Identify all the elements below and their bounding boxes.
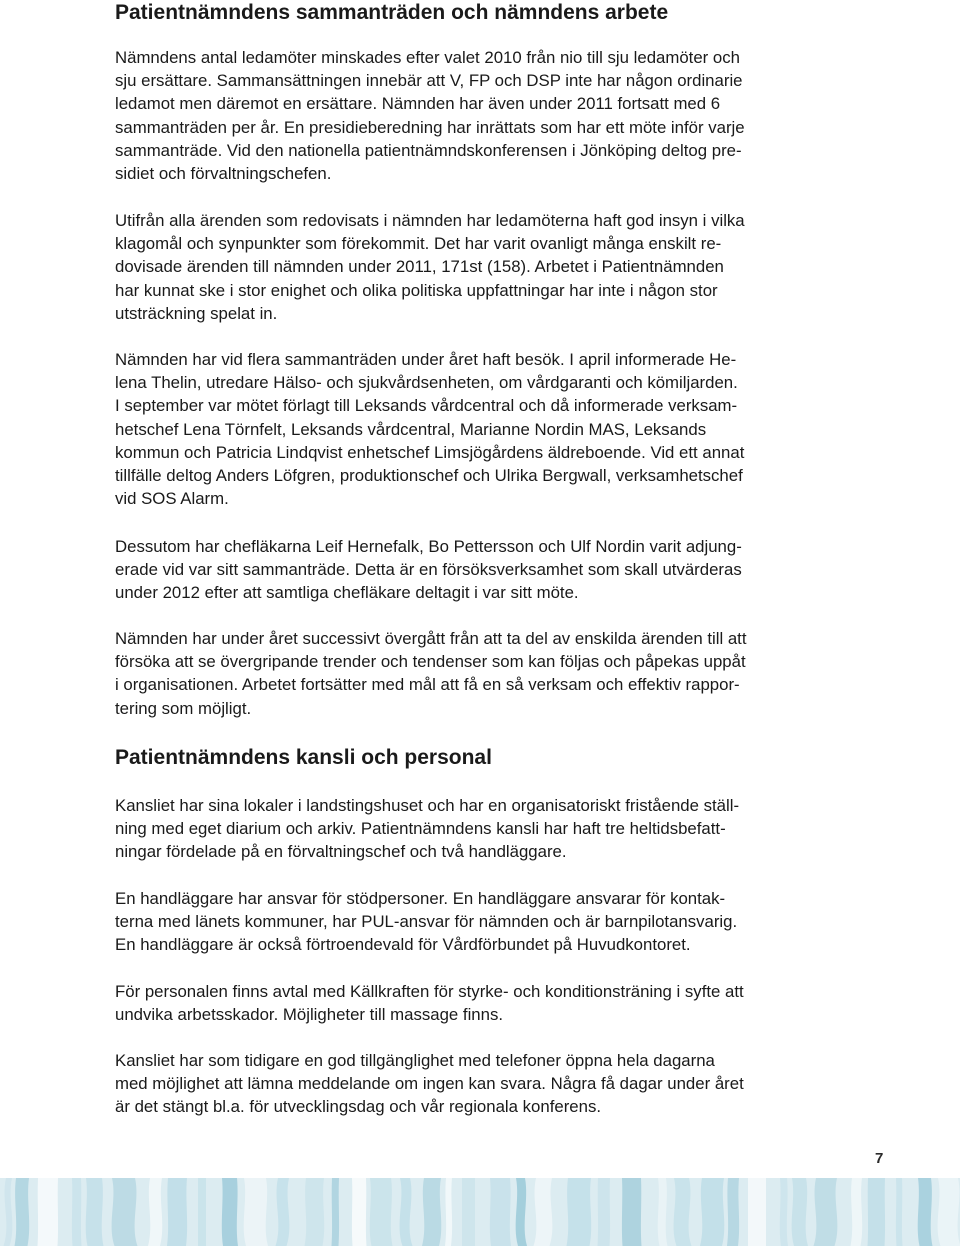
text-line: Nämnden har under året successivt övergått från att ta del av enskilda ärenden till att (115, 629, 747, 648)
footer-stripe (38, 1178, 59, 1246)
text-line: klagomål och synpunkter som förekommit. Det har varit ovanligt många enskilt re- (115, 234, 722, 254)
footer-stripe (198, 1178, 206, 1246)
footer-stripe (674, 1178, 692, 1246)
text-line: I september var mötet förlagt till Leksands vårdcentral och då informerade verksam- (115, 396, 738, 416)
text-line: dovisade ärenden till nämnden under 2011, 171st (158). Arbetet i Patientnämnden (115, 257, 724, 277)
footer-stripe (868, 1178, 886, 1246)
footer-stripe (112, 1178, 138, 1246)
text-line: erade vid var sitt sammanträde. Detta är en försöksverksamhet som skall utvärderas (115, 560, 742, 580)
text-line: sammanträde. Vid den nationella patientnämndskonferensen i Jönköping deltog pre- (115, 140, 742, 160)
section-heading: Patientnämndens kansli och personal (115, 746, 492, 769)
text-line: Nämndens antal ledamöter minskades efter valet 2010 från nio till sju ledamöter och (115, 48, 740, 67)
footer-stripe (462, 1178, 475, 1246)
text-line: hetschef Lena Törnfelt, Leksands vårdcentral, Marianne Nordin MAS, Leksands (115, 419, 707, 439)
footer-stripe (332, 1178, 340, 1246)
footer-stripe (938, 1178, 960, 1246)
footer-stripe (622, 1178, 642, 1246)
text-line: tering som möjligt. (115, 698, 252, 718)
footer-stripe (658, 1178, 668, 1246)
paragraph (115, 1049, 845, 1119)
text-line: ledamot men däremot en ersättare. Nämnden har även under 2011 fortsatt med 6 (115, 94, 721, 114)
text-line: under 2012 efter att samtliga chefläkare deltagit i var sitt möte. (115, 583, 579, 603)
footer-stripe (896, 1178, 903, 1246)
text-line: ning med eget diarium och arkiv. Patientnämndens kansli har haft tre heltidsbefatt- (115, 819, 726, 839)
footer-stripe (305, 1178, 325, 1246)
footer-stripe (598, 1178, 611, 1246)
paragraph (115, 794, 845, 864)
text-line: En handläggare är också förtroendevald för Vårdförbundet på Huvudkontoret. (115, 935, 691, 955)
footer-stripe (792, 1178, 808, 1246)
text-line: lena Thelin, utredare Hälso- och sjukvårdsenheten, om vårdgaranti och kömiljarden. (115, 373, 738, 393)
footer-stripe (222, 1178, 238, 1246)
text-line: är det stängt bl.a. för utvecklingsdag och vår regionala konferens. (115, 1097, 602, 1117)
footer-stripe (780, 1178, 788, 1246)
text-line: undvika arbetsskador. Möjligheter till massage finns. (115, 1005, 504, 1025)
text-line: ningar fördelade på en förvaltningschef och två handläggare. (115, 842, 567, 862)
footer-stripe (814, 1178, 838, 1246)
footer-stripe (490, 1178, 511, 1246)
footer-stripe (534, 1178, 553, 1246)
text-line: En handläggare har ansvar för stödpersoner. En handläggare ansvarar för kontak- (115, 889, 726, 908)
footer-stripes (0, 1178, 960, 1246)
footer-stripe (422, 1178, 441, 1246)
text-line: Nämnden har vid flera sammanträden under året haft besök. I april informerade He- (115, 350, 737, 369)
text-line: sidiet och förvaltningschefen. (115, 164, 332, 184)
text-line: Kansliet har sina lokaler i landstingshuset och har en organisatoriskt fristående ställ- (115, 796, 740, 815)
footer-stripe (851, 1178, 863, 1246)
text-line: tillfälle deltog Anders Löfgren, produktionschef och Ulrika Bergwall, verksamhetschef (115, 466, 743, 486)
footer-stripe (148, 1178, 162, 1246)
paragraph (115, 535, 845, 605)
footer-stripe (700, 1178, 724, 1246)
paragraph (115, 627, 845, 720)
footer-stripe (352, 1178, 367, 1246)
text-line: För personalen finns avtal med Källkraften för styrke- och konditionsträning i syfte att (115, 982, 744, 1001)
paragraph (115, 209, 845, 325)
text-line: sammanträden per år. En presidieberedning har inrättats som har ett möte inför varje (115, 117, 745, 137)
footer-stripe (748, 1178, 766, 1246)
footer-decoration (0, 1178, 960, 1246)
paragraph (115, 46, 845, 185)
footer-stripe (86, 1178, 104, 1246)
text-line: Utifrån alla ärenden som redovisats i nämnden har ledamöterna haft god insyn i vilka (115, 211, 745, 230)
text-line: med möjlighet att lämna meddelande om ingen kan svara. Några få dagar under året (115, 1074, 744, 1094)
footer-stripe (727, 1178, 739, 1246)
paragraph (115, 887, 845, 957)
paragraph (115, 980, 845, 1026)
paragraph (115, 348, 845, 510)
text-line: vid SOS Alarm. (115, 489, 229, 509)
text-line: utsträckning spelat in. (115, 303, 278, 323)
text-line: Kansliet har som tidigare en god tillgänglighet med telefoner öppna hela dagarna (115, 1051, 715, 1070)
footer-stripe (370, 1178, 393, 1246)
page-number: 7 (875, 1150, 884, 1167)
text-line: kommun och Patricia Lindqvist enhetschef Limsjögårdens äldreboende. Vid ett annat (115, 442, 745, 462)
footer-stripe (445, 1178, 452, 1246)
footer-stripe (167, 1178, 187, 1246)
footer-stripe (15, 1178, 30, 1246)
text-line: försöka att se övergripande trender och tendenser som kan följas och påpekas uppåt (115, 652, 746, 672)
footer-stripe (72, 1178, 82, 1246)
text-line: Dessutom har chefläkarna Leif Hernefalk, Bo Pettersson och Ulf Nordin varit adjung- (115, 537, 742, 556)
footer-stripe (244, 1178, 268, 1246)
text-line: terna med länets kommuner, har PUL-ansvar för nämnden och är barnpilotansvarig. (115, 912, 738, 932)
text-line: har kunnat ske i stor enighet och olika politiska uppfattningar har inte i någon stor (115, 280, 718, 300)
footer-stripe (567, 1178, 592, 1246)
footer-stripe (918, 1178, 933, 1246)
text-line: sju ersättare. Sammansättningen innebär att V, FP och DSP inte har någon ordinarie (115, 71, 743, 91)
section-heading: Patientnämndens sammanträden och nämndens arbete (115, 1, 669, 24)
text-line: i organisationen. Arbetet fortsätter med mål att få en så verksam och effektiv rappor- (115, 675, 740, 695)
